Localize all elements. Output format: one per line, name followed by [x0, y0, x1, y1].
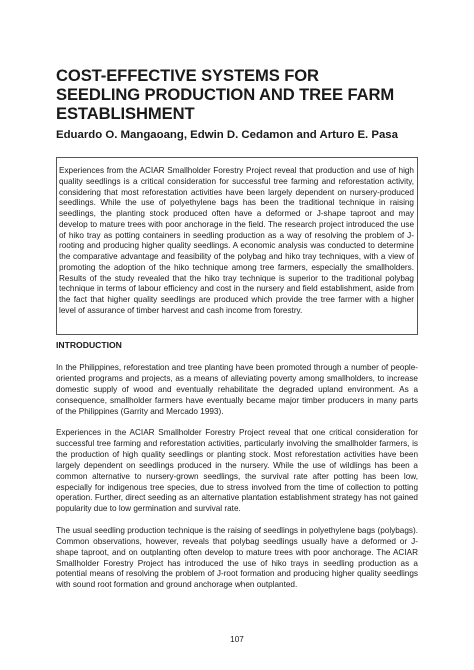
- introduction-body: [56, 363, 418, 602]
- intro-paragraph: In the Philippines, reforestation and tree planting have been promoted through a number of people-oriented programs and projects, as a means of alleviating poverty among smallholders, to increase domestic supply of wood and eventually rehabilitate the degraded upland environment. As a consequence, smallholder farmers have eventually became major timber producers in many parts of the Philippines (Garrity and Mercado 1993).: [56, 363, 418, 416]
- title-line: SEEDLING PRODUCTION AND TREE FARM: [56, 85, 395, 104]
- title-line: COST-EFFECTIVE SYSTEMS FOR: [56, 66, 319, 85]
- paper-title: [56, 66, 436, 123]
- author-list: Eduardo O. Mangaoang, Edwin D. Cedamon and Arturo E. Pasa: [56, 129, 398, 141]
- abstract-text: Experiences from the ACIAR Smallholder Forestry Project reveal that production and use of high quality seedlings is a critical consideration for successful tree farming and reforestation activity, considering that most reforestation activities have been largely dependent on nursery-produced seedlings. While the use of polyethylene bags has been the traditional technique in raising seedlings, the planting stock produced often have a deformed or J-shape taproot and may develop to mature trees with poor anchorage in the field. The research project introduced the use of hiko tray as potting containers in seedling production as a way of resolving the problem of J-rooting and producing higher quality seedlings. A economic analysis was conducted to determine the comparative advantage and feasibility of the polybag and hiko tray techniques, with a view of promoting the adoption of the hiko technique among tree farmers, especially the smallholders. Results of the study revealed that the hiko tray technique is superior to the traditional polybag technique in terms of labour efficiency and cost in the nursery and field establishment, aside from the fact that higher quality seedlings are produced which provide the tree farmer with a higher level of assurance of timber harvest and cash income from forestry.: [59, 166, 414, 315]
- intro-paragraph: Experiences in the ACIAR Smallholder Forestry Project reveal that one critical consideration for successful tree farming and reforestation activities, particularly involving the smallholder farmers, is the production of high quality seedlings or planting stock. Most reforestation activities have been largely dependent on seedlings produced in the nursery. While the use of wildlings has been a common alternative to nursery-grown seedlings, the survival rate after potting has been low, especially for indigenous tree species, due to stress involved from the time of collection to potting operation. Further, direct seeding as an alternative plantation establishment strategy has not gained popularity due to low germination and survival rate.: [56, 428, 418, 514]
- intro-paragraph: The usual seedling production technique is the raising of seedlings in polyethylene bags (polybags). Common observations, however, reveals that polybag seedlings usually have a deformed or J-shape taproot, and on outplanting often develop to mature trees with poor anchorage. The ACIAR Smallholder Forestry Project has introduced the use of hiko trays in seedling production as a potential means of resolving the problem of J-root formation and producing higher quality seedlings with sound root formation and ground anchorage when outplanted.: [56, 525, 418, 590]
- section-heading-introduction: INTRODUCTION: [56, 340, 122, 350]
- abstract-box: [56, 157, 418, 335]
- title-line: ESTABLISHMENT: [56, 104, 195, 123]
- page-number: 107: [230, 635, 244, 644]
